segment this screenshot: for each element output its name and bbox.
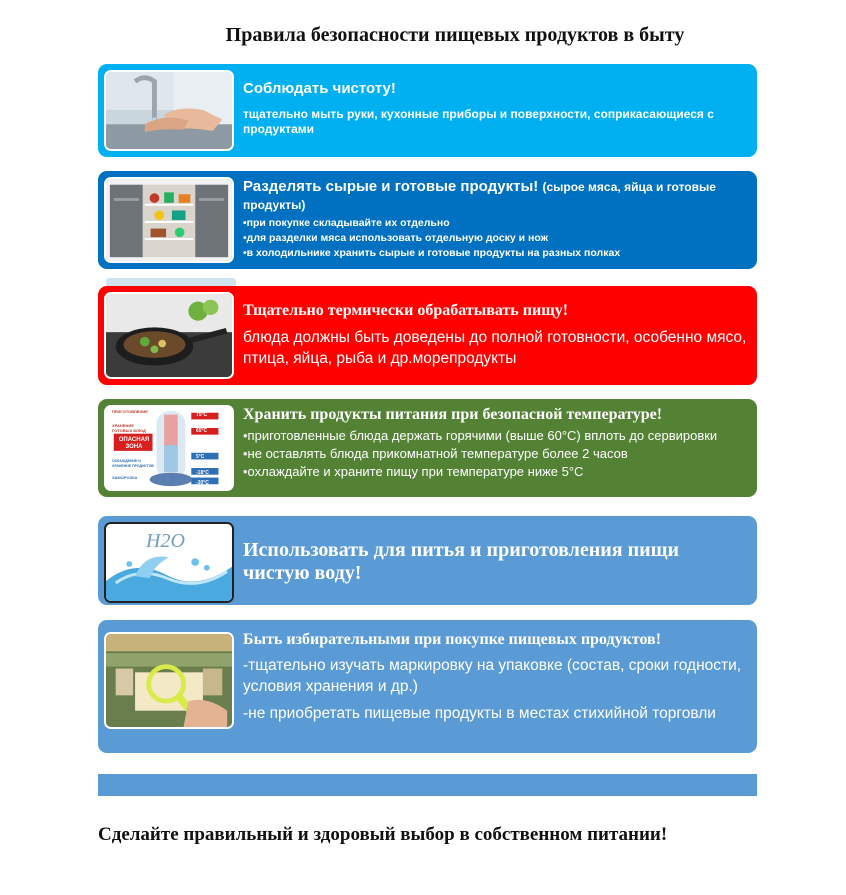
sink-handwash-image: [104, 70, 234, 151]
frying-pan-image: [104, 292, 234, 379]
card-paragraph: -тщательно изучать маркировку на упаковке (состав, сроки годности, условия хранения и др.): [243, 657, 742, 695]
bullet-item: •при покупке складывайте их отдельно: [243, 217, 450, 229]
thermo-danger-label: ОПАСНАЯ ЗОНА: [118, 437, 150, 450]
bullet-item: •для разделки мяса использовать отдельную доску и нож: [243, 232, 549, 244]
bullet-item: •приготовленные блюда держать горячими (выше 60°С) вплоть до сервировки: [243, 428, 718, 443]
thermometer-chart-image: [104, 405, 234, 491]
card-heading: Использовать для питья и приготовления пищи чистую воду!: [243, 539, 680, 584]
thermo-temp: 65°С: [196, 428, 208, 434]
footer-bar: [98, 774, 757, 796]
card-heading: Соблюдать чистоту!: [243, 80, 396, 97]
thermo-label: ОХЛАЖДЕНИЕ И ХРАНЕНИЕ ПРОДУКТОВ: [112, 459, 154, 468]
thermo-temp: 5°С: [196, 454, 205, 460]
thermo-temp: -18°С: [196, 470, 209, 476]
card-heading: Хранить продукты питания при безопасной температуре!: [243, 406, 663, 423]
card-selective-buying: [98, 620, 757, 753]
fridge-image: [104, 177, 234, 263]
page-title: Правила безопасности пищевых продуктов в быту: [225, 24, 685, 46]
thermo-temp: -30°С: [196, 480, 209, 486]
card-heading: Тщательно термически обрабатывать пищу!: [243, 302, 569, 319]
card-clean-water: [98, 516, 757, 605]
card-paragraph: -не приобретать пищевые продукты в местах стихийной торговли: [243, 705, 716, 722]
thermo-temp: 75°С: [196, 412, 208, 418]
h2o-text: H2O: [146, 530, 185, 552]
card-text: тщательно мыть руки, кухонные приборы и поверхности, соприкасающиеся с продуктами: [243, 107, 714, 136]
water-splash-image: [104, 522, 234, 603]
magnifier-label-image: [104, 632, 234, 729]
thermo-label: ХРАНЕНИЕ ГОТОВЫХ БЛЮД: [112, 423, 146, 433]
card-separate-products: [98, 171, 757, 269]
card-note: (сырое мяса, яйца и готовые продукты): [243, 180, 716, 212]
card-heading: Быть избирательными при покупке пищевых продуктов!: [243, 631, 662, 648]
bullet-item: •в холодильнике хранить сырые и готовые продукты на разных полках: [243, 247, 621, 259]
card-heat-treatment: [98, 286, 757, 385]
thermo-label: ЗАМОРОЗКА: [112, 475, 138, 480]
card-cleanliness: [98, 64, 757, 157]
bullet-item: •не оставлять блюда прикомнатной температуре более 2 часов: [243, 446, 628, 461]
card-safe-temperature: [98, 399, 757, 497]
thermo-header: ПРИГОТОВЛЕНИЕ: [112, 409, 148, 414]
card-text: блюда должны быть доведены до полной готовности, особенно мясо, птица, яйца, рыба и др.морепродукты: [243, 329, 747, 367]
footer-text: Сделайте правильный и здоровый выбор в собственном питании!: [98, 824, 668, 845]
bullet-item: •охлаждайте и храните пищу при температуре ниже 5°С: [243, 464, 584, 479]
card-heading: Разделять сырые и готовые продукты! (сырое мяса, яйца и готовые продукты): [243, 178, 716, 212]
